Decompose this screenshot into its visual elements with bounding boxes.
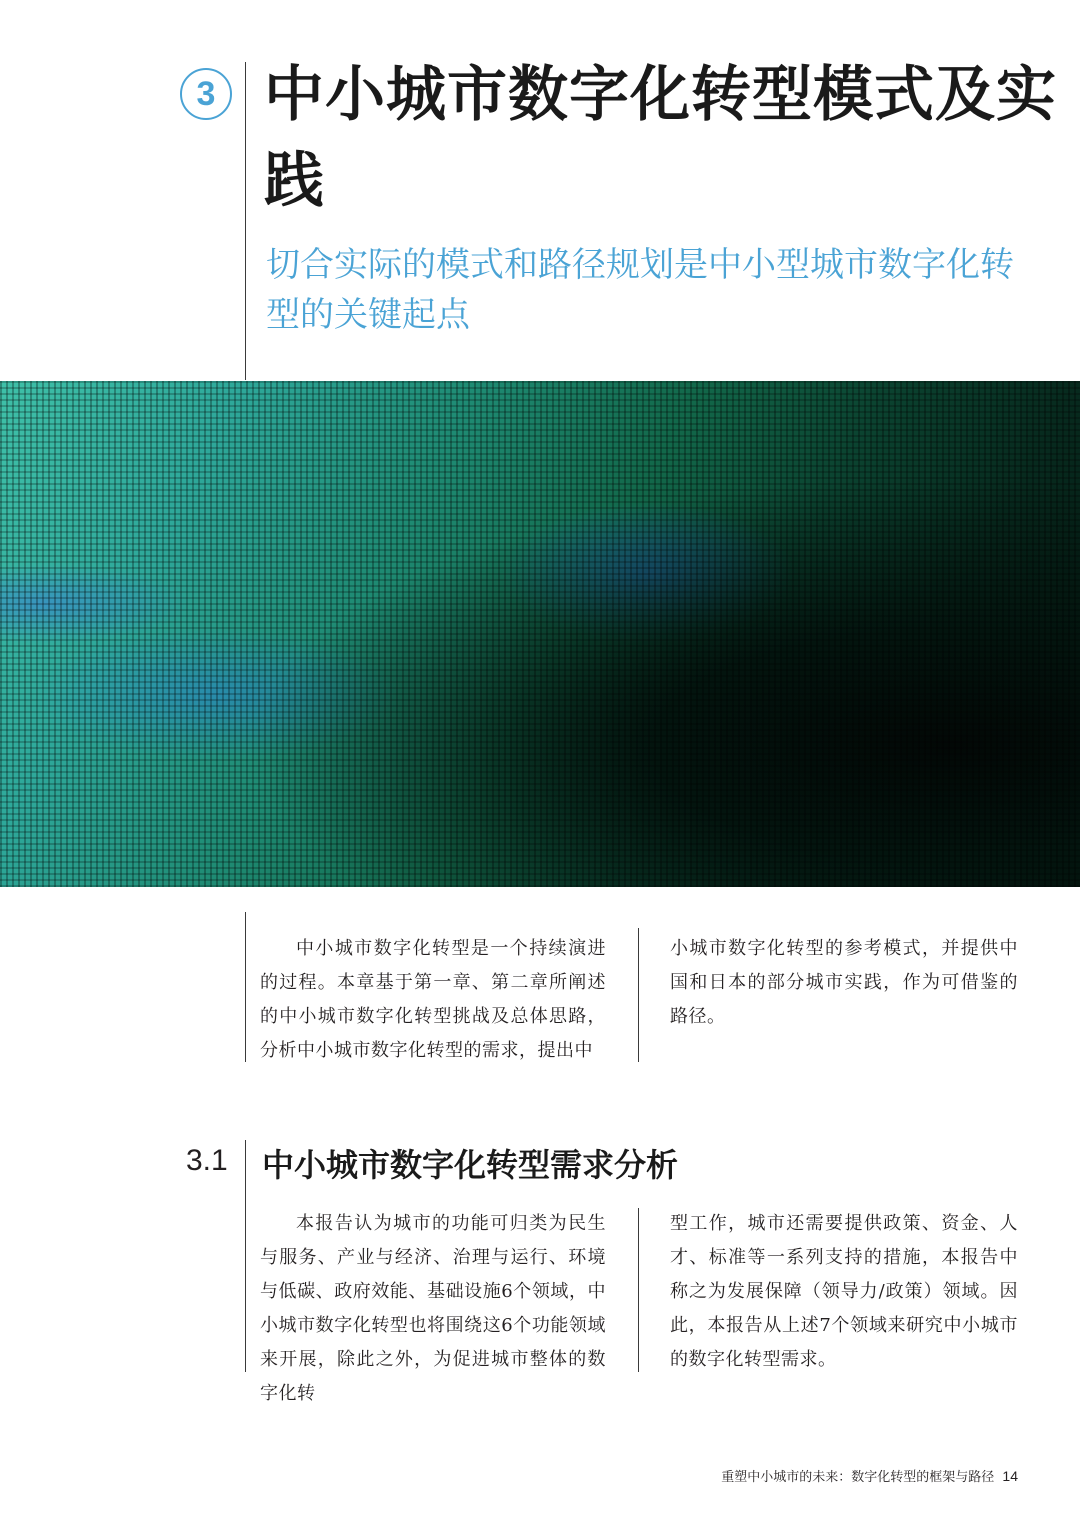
section-left-rule (245, 1140, 246, 1372)
intro-paragraph-right: 小城市数字化转型的参考模式，并提供中国和日本的部分城市实践，作为可借鉴的路径。 (670, 938, 1018, 1027)
chapter-title: 中小城市数字化转型模式及实践 (264, 60, 1057, 216)
section-paragraph-left: 本报告认为城市的功能可归类为民生与服务、产业与经济、治理与运行、环境与低碳、政府效能、基础设施6个领域，中小城市数字化转型也将围绕这6个功能领域来开展，除此之外，为促进城市整体的数字化转 (260, 1213, 606, 1404)
chapter-subtitle: 切合实际的模式和路径规划是中小型城市数字化转型的关键起点 (266, 245, 1014, 335)
chapter-number-badge (180, 68, 232, 120)
section-column-divider (638, 1208, 639, 1372)
section-title: 中小城市数字化转型需求分析 (262, 1146, 679, 1184)
led-display-closeup-image (0, 381, 1080, 887)
section-paragraph-right: 型工作，城市还需要提供政策、资金、人才、标准等一系列支持的措施，本报告中称之为发展保障（领导力/政策）领域。因此，本报告从上述7个领域来研究中小城市的数字化转型需求。 (670, 1213, 1018, 1370)
page-footer (721, 1466, 1018, 1485)
header-divider-line (245, 62, 246, 380)
page-number: 14 (1002, 1468, 1018, 1484)
intro-column-divider (638, 928, 639, 1062)
section-number: 3.1 (186, 1144, 228, 1177)
running-title: 重塑中小城市的未来：数字化转型的框架与路径 (721, 1470, 995, 1485)
chapter-number: 3 (196, 74, 216, 113)
intro-left-rule (245, 912, 246, 1062)
intro-paragraph-left: 中小城市数字化转型是一个持续演进的过程。本章基于第一章、第二章所阐述的中小城市数字化转型挑战及总体思路，分析中小城市数字化转型的需求，提出中 (260, 938, 606, 1061)
